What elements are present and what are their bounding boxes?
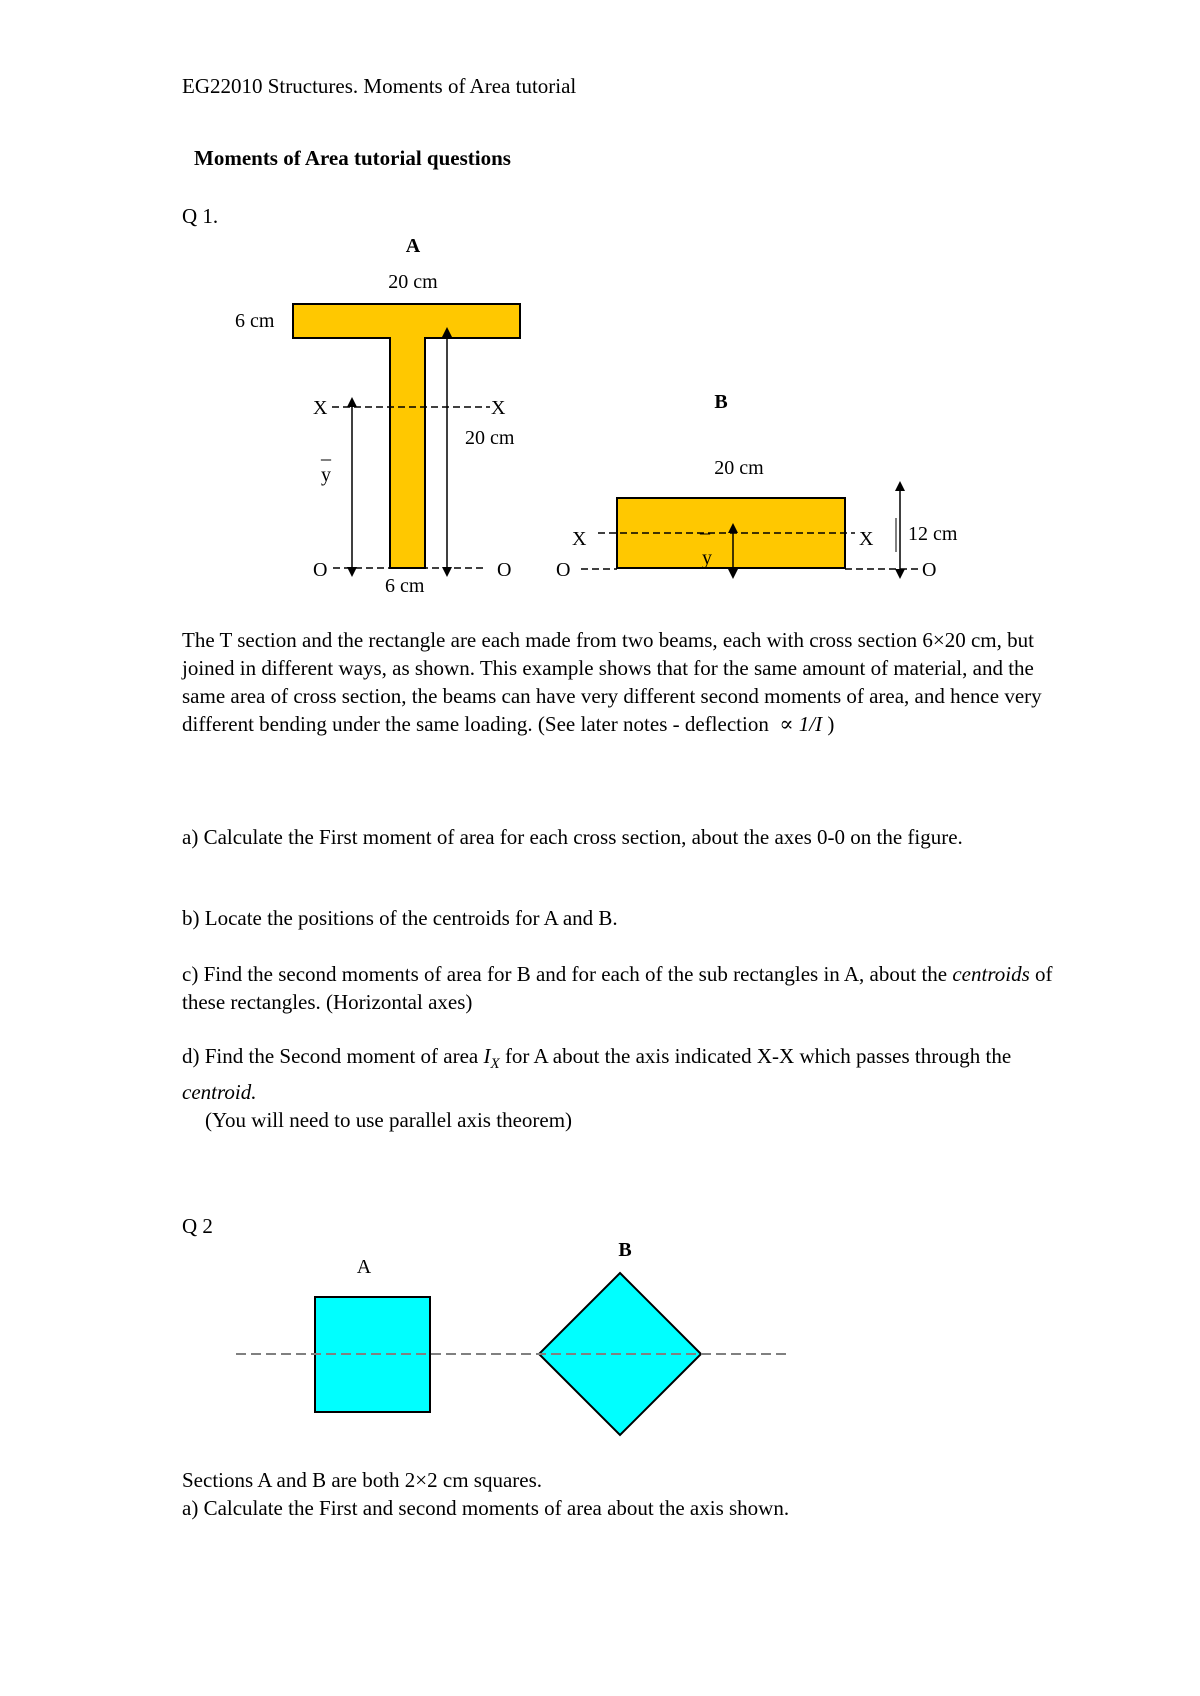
q1-b-height-label: 12 cm: [908, 523, 958, 545]
q1-part-d-note: (You will need to use parallel axis theorem): [205, 1108, 573, 1133]
q2-text: [182, 1466, 1082, 1522]
q1-a-o-right-label: O: [497, 559, 512, 581]
q1-b-x-left-label: X: [572, 528, 587, 550]
q1-part-b-text: b) Locate the positions of the centroids for A and B.: [182, 906, 618, 930]
q2-figure: [0, 1230, 1200, 1470]
q1-b-ybar-bar: _: [700, 515, 710, 537]
q1-section-a-label: A: [405, 235, 421, 257]
q1-a-x-left-label: X: [313, 397, 328, 419]
q1-b-ybar-symbol: y: [702, 547, 712, 569]
q1-a-web-height-label: 20 cm: [465, 427, 515, 449]
q1-b-width-label: 20 cm: [714, 457, 764, 479]
q1-part-c: [182, 960, 1082, 1016]
q1-figure: [0, 220, 1200, 620]
q1-part-d-before: d) Find the Second moment of area: [182, 1044, 479, 1068]
page-title: Moments of Area tutorial questions: [194, 146, 511, 170]
q1-part-a-text: a) Calculate the First moment of area for each cross section, about the axes 0-0 on the figure.: [182, 825, 963, 849]
page-header: EG22010 Structures. Moments of Area tutorial: [182, 74, 577, 98]
q1-b-o-right-label: O: [922, 559, 937, 581]
q1-intro-text: The T section and the rectangle are each made from two beams, each with cross section 6×20 cm, but joined in different ways, as shown. This example shows that for the same amount of material, and the same area of cross section, the beams can have very different second moments of area, and hence very different bending under the same loading. (See later notes - deflection: [182, 628, 1042, 736]
q2-line1: Sections A and B are both 2×2 cm squares.: [182, 1468, 543, 1492]
q1-part-d-italic: centroid.: [182, 1080, 257, 1105]
q1-a-flange-depth-label: 6 cm: [235, 310, 275, 332]
q1-intro-close: ): [827, 712, 835, 736]
q1-b-o-left-label: O: [556, 559, 571, 581]
q1-part-c-before: c) Find the second moments of area for B and for each of the sub rectangles in A, about the: [182, 962, 948, 986]
q1-part-c-italic: centroids: [952, 962, 1030, 986]
q1-part-d-middle: for A about the axis indicated X-X which passes through the: [504, 1044, 1012, 1068]
q1-a-web-width-label: 6 cm: [385, 575, 425, 597]
q1-part-a: [182, 823, 1082, 851]
q1-a-o-left-label: O: [313, 559, 328, 581]
q1-b-x-right-label: X: [859, 528, 874, 550]
q1-intro-paragraph: [182, 626, 1082, 738]
q1-a-ybar-symbol: y: [321, 464, 331, 486]
q2-label: Q 2: [182, 1214, 213, 1238]
q1-a-flange-width-label: 20 cm: [388, 271, 438, 293]
q1-part-d-symbol: I: [483, 1044, 491, 1068]
q2-section-b-label: B: [618, 1239, 632, 1261]
q1-part-d-subscript: X: [490, 1056, 500, 1073]
q1-section-b-label: B: [714, 391, 728, 413]
q2-line2: a) Calculate the First and second moments of area about the axis shown.: [182, 1496, 790, 1520]
q1-proportional-symbol: ∝: [779, 712, 794, 736]
q1-part-c-after: of these rectangles. (Horizontal axes): [182, 962, 1053, 1014]
q1-part-b: [182, 904, 1082, 932]
q1-deflection-formula: 1/I: [798, 712, 823, 736]
q1-a-x-right-label: X: [491, 397, 506, 419]
q1-a-ybar-bar: _: [321, 441, 331, 463]
q1-part-d: [182, 1042, 1082, 1134]
q2-section-a-label: A: [356, 1256, 372, 1278]
q1-label: Q 1.: [182, 204, 219, 228]
